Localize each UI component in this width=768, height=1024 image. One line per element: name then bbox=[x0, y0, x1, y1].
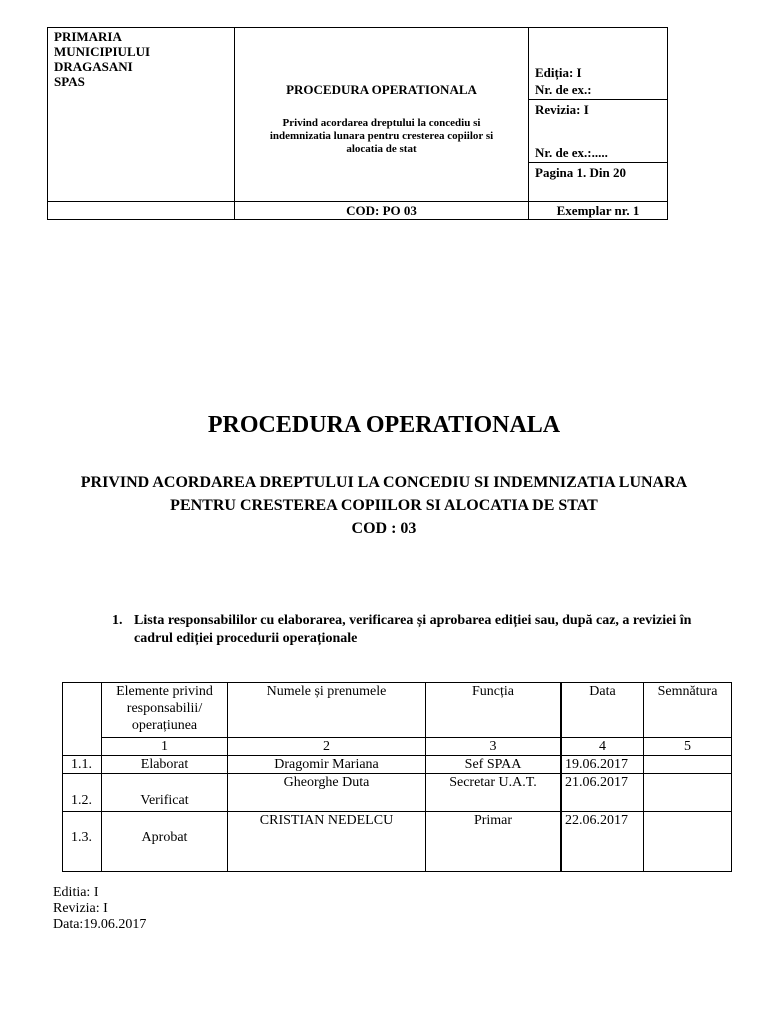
footer-revizia: Revizia: I bbox=[53, 901, 108, 916]
table-border bbox=[47, 27, 668, 28]
footer-editia: Editia: I bbox=[53, 885, 99, 900]
institution-name: PRIMARIA MUNICIPIULUI DRAGASANI SPAS bbox=[54, 29, 151, 89]
column-index: 2 bbox=[323, 739, 330, 754]
row-number: 1.1. bbox=[71, 757, 92, 772]
pagina-label: Pagina 1. Din 20 bbox=[535, 165, 627, 180]
table-border bbox=[47, 27, 48, 220]
header-table bbox=[47, 27, 668, 220]
column-index: 4 bbox=[599, 739, 606, 754]
footer-data: Data:19.06.2017 bbox=[53, 917, 147, 932]
document-title: PROCEDURA OPERATIONALA bbox=[207, 412, 561, 438]
column-header: Semnătura bbox=[657, 684, 718, 699]
document-subtitle: PRIVIND ACORDAREA DREPTULUI LA CONCEDIU SI INDEMNIZATIA LUNARA PENTRU CRESTEREA COPIILOR SI ALOCATIA DE STAT COD : 03 bbox=[80, 474, 688, 537]
section-text: Lista responsabililor cu elaborarea, verificarea și aprobarea ediției sau, după caz, a reviziei în cadrul ediției procedurii operaționale bbox=[134, 613, 692, 646]
procedure-title: PROCEDURA OPERATIONALA bbox=[286, 82, 477, 97]
row-operation: Verificat bbox=[140, 793, 189, 808]
row-date: 22.06.2017 bbox=[565, 813, 628, 828]
row-date: 21.06.2017 bbox=[565, 775, 628, 790]
row-role: Sef SPAA bbox=[464, 757, 522, 772]
nr-ex-label: Nr. de ex.: bbox=[535, 82, 592, 97]
table-border bbox=[62, 871, 732, 872]
table-border bbox=[667, 27, 668, 220]
table-divider bbox=[47, 201, 668, 202]
column-index: 3 bbox=[489, 739, 497, 754]
row-date: 19.06.2017 bbox=[565, 757, 628, 772]
row-name: Dragomir Mariana bbox=[274, 757, 379, 772]
column-header: Data bbox=[589, 684, 616, 699]
row-role: Secretar U.A.T. bbox=[449, 775, 537, 790]
row-name: CRISTIAN NEDELCU bbox=[259, 813, 394, 828]
row-number: 1.3. bbox=[71, 830, 92, 845]
row-role: Primar bbox=[473, 813, 513, 828]
footer bbox=[53, 885, 146, 933]
column-header: Funcția bbox=[472, 684, 514, 699]
table-divider bbox=[528, 162, 668, 163]
column-index: 1 bbox=[161, 739, 168, 754]
column-index: 5 bbox=[684, 739, 691, 754]
row-name: Gheorghe Duta bbox=[283, 775, 370, 790]
editia-label: Ediția: I bbox=[535, 65, 582, 80]
row-operation: Aprobat bbox=[141, 830, 188, 845]
exemplar-label: Exemplar nr. 1 bbox=[556, 203, 640, 218]
table-divider bbox=[234, 27, 235, 220]
procedure-subtitle: Privind acordarea dreptului la concediu si indemnizatia lunara pentru cresterea copiilor si alocatia de stat bbox=[269, 117, 494, 155]
table-divider bbox=[528, 99, 668, 100]
row-operation: Elaborat bbox=[140, 757, 189, 772]
column-header: Elemente privind responsabilii/ operațiunea bbox=[116, 684, 213, 733]
row-number: 1.2. bbox=[71, 793, 92, 808]
column-header: Numele și prenumele bbox=[266, 684, 387, 699]
nr-ex-label-2: Nr. de ex.:..... bbox=[535, 145, 608, 160]
cod-label: COD: PO 03 bbox=[346, 203, 417, 218]
responsibilities-table bbox=[62, 682, 732, 872]
table-border bbox=[47, 219, 668, 220]
revizia-label: Revizia: I bbox=[535, 102, 589, 117]
table-border bbox=[731, 682, 732, 872]
section-number: 1. bbox=[112, 613, 123, 628]
table-divider bbox=[528, 27, 529, 220]
